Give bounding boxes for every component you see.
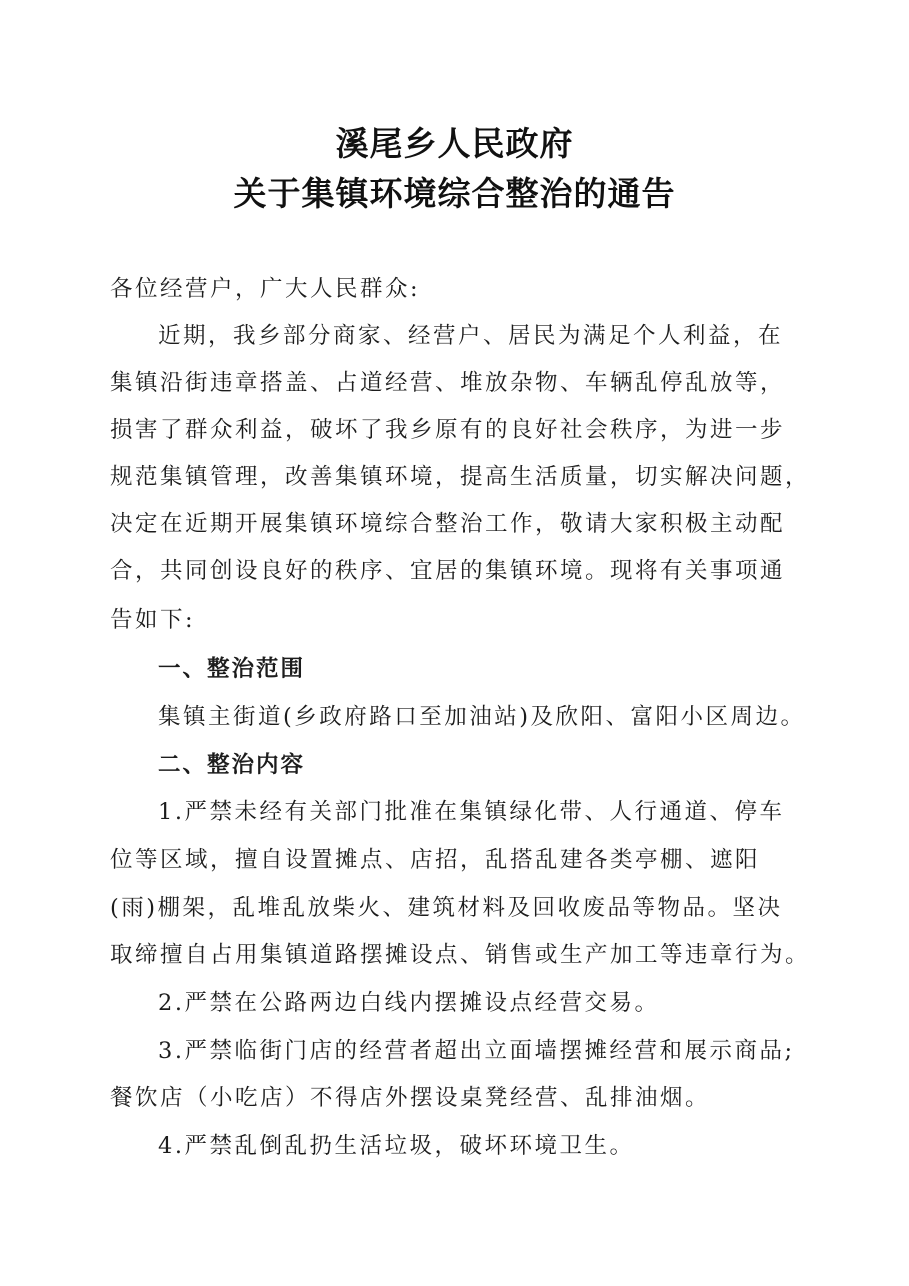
item-1-line: 取缔擅自占用集镇道路摆摊设点、销售或生产加工等违章行为。 <box>110 942 811 968</box>
section-text-scope: 集镇主街道(乡政府路口至加油站)及欣阳、富阳小区周边。 <box>158 704 806 730</box>
intro-line: 规范集镇管理，改善集镇环境，提高生活质量，切实解决问题， <box>110 464 811 490</box>
item-3-line: 3.严禁临街门店的经营者超出立面墙摆摊经营和展示商品; <box>158 1038 795 1064</box>
intro-line: 告如下: <box>110 607 196 633</box>
item-3-line: 餐饮店（小吃店）不得店外摆设桌凳经营、乱排油烟。 <box>110 1085 711 1111</box>
intro-line: 损害了群众利益，破坏了我乡原有的良好社会秩序，为进一步 <box>110 417 786 443</box>
item-4: 4.严禁乱倒乱扔生活垃圾，破坏环境卫生。 <box>158 1133 635 1159</box>
item-1-line: 1.严禁未经有关部门批准在集镇绿化带、人行通道、停车 <box>158 799 785 825</box>
item-2: 2.严禁在公路两边白线内摆摊设点经营交易。 <box>158 990 660 1016</box>
title-issuer: 溪尾乡人民政府 <box>335 124 574 163</box>
section-heading-content: 二、整治内容 <box>158 752 306 778</box>
intro-line: 决定在近期开展集镇环境综合整治工作，敬请大家积极主动配 <box>110 511 786 537</box>
intro-line: 合，共同创设良好的秩序、宜居的集镇环境。现将有关事项通 <box>110 558 786 584</box>
title-subject: 关于集镇环境综合整治的通告 <box>233 174 676 213</box>
salutation: 各位经营户，广大人民群众: <box>110 276 421 302</box>
intro-line: 集镇沿街违章搭盖、占道经营、堆放杂物、车辆乱停乱放等， <box>110 370 786 396</box>
section-heading-scope: 一、整治范围 <box>158 656 306 682</box>
intro-line: 近期，我乡部分商家、经营户、居民为满足个人利益，在 <box>158 323 784 349</box>
item-1-line: (雨)棚架，乱堆乱放柴火、建筑材料及回收废品等物品。坚决 <box>110 895 783 921</box>
item-1-line: 位等区域，擅自设置摊点、店招，乱搭乱建各类亭棚、遮阳 <box>110 847 761 873</box>
